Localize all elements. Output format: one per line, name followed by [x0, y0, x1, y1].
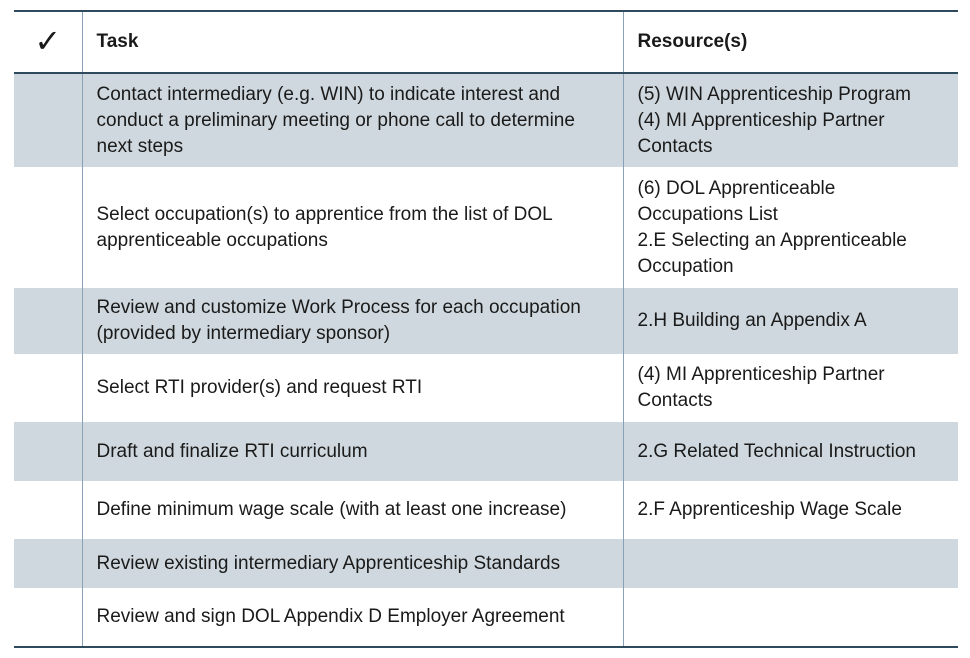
table-row — [14, 481, 958, 539]
table-row — [14, 167, 958, 288]
table-row — [14, 354, 958, 422]
table-row — [14, 288, 958, 354]
table-row — [14, 539, 958, 588]
task-cell: Select RTI provider(s) and request RTI — [82, 354, 623, 422]
table-row — [14, 588, 958, 647]
check-cell[interactable] — [14, 539, 82, 588]
resource-item: 2.E Selecting an Apprenticeable Occupation — [637, 229, 907, 277]
checkmark-icon: ✓ — [34, 21, 62, 60]
task-cell: Review and sign DOL Appendix D Employer Agreement — [82, 588, 623, 647]
resource-item: 2.H Building an Appendix A — [637, 310, 867, 331]
table-header-row — [14, 11, 958, 73]
check-column-header — [14, 11, 82, 73]
resources-cell — [623, 73, 958, 167]
resource-item: (5) WIN Apprenticeship Program — [637, 83, 911, 105]
resources-cell — [623, 588, 958, 647]
resources-column-header: Resource(s) — [623, 11, 958, 73]
resource-item: 2.G Related Technical Instruction — [637, 440, 916, 462]
check-cell[interactable] — [14, 422, 82, 481]
resource-item: 2.F Apprenticeship Wage Scale — [637, 499, 902, 520]
resource-item: (4) MI Apprenticeship Partner Contacts — [637, 364, 885, 411]
resources-cell — [623, 167, 958, 288]
check-cell[interactable] — [14, 167, 82, 288]
task-column-header: Task — [82, 11, 623, 73]
resource-item: (4) MI Apprenticeship Partner Contacts — [637, 109, 885, 157]
resources-cell — [623, 539, 958, 588]
table-row — [14, 73, 958, 167]
check-cell[interactable] — [14, 354, 82, 422]
task-cell: Define minimum wage scale (with at least one increase) — [82, 481, 623, 539]
table-row — [14, 422, 958, 481]
task-checklist-table — [14, 10, 958, 648]
resources-cell — [623, 422, 958, 481]
resources-cell — [623, 288, 958, 354]
check-cell[interactable] — [14, 288, 82, 354]
task-cell: Review and customize Work Process for each occupation (provided by intermediary sponsor) — [82, 288, 623, 354]
check-cell[interactable] — [14, 73, 82, 167]
task-cell: Contact intermediary (e.g. WIN) to indicate interest and conduct a preliminary meeting or phone call to determine next steps — [82, 73, 623, 167]
check-cell[interactable] — [14, 588, 82, 647]
task-cell: Select occupation(s) to apprentice from the list of DOL apprenticeable occupations — [82, 167, 623, 288]
task-cell: Draft and finalize RTI curriculum — [82, 422, 623, 481]
resources-cell — [623, 354, 958, 422]
task-cell: Review existing intermediary Apprenticeship Standards — [82, 539, 623, 588]
check-cell[interactable] — [14, 481, 82, 539]
resource-item: (6) DOL Apprenticeable Occupations List — [637, 177, 836, 225]
resources-cell — [623, 481, 958, 539]
